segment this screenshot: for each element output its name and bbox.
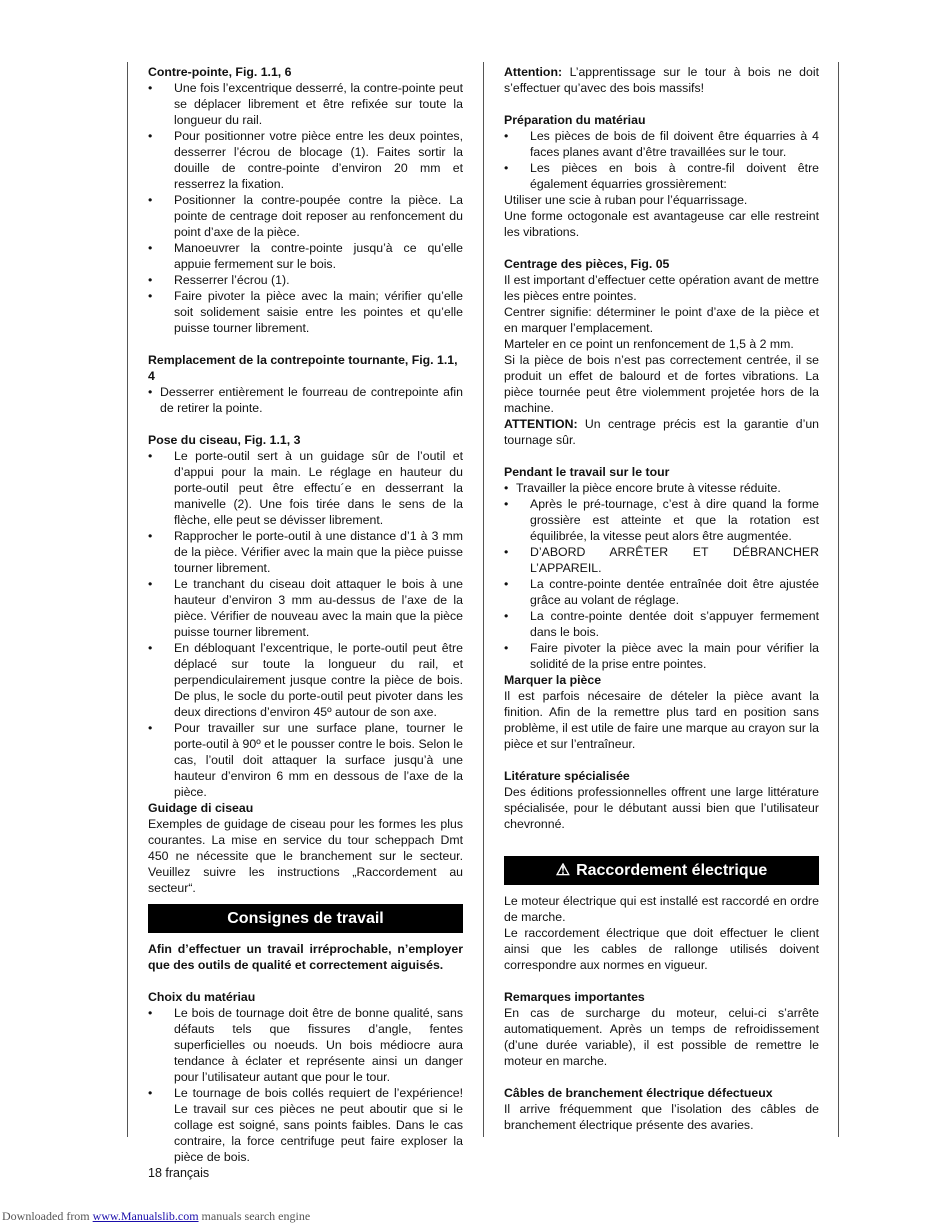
preparation-text-1: Utiliser une scie à ruban pour l’équarrissage. <box>504 193 748 207</box>
download-prefix: Downloaded from <box>2 1209 93 1223</box>
heading-choix-materiau: Choix du matériau <box>148 990 256 1004</box>
list-item: • Les pièces en bois à contre-fil doivent être également équarries grossièrement: <box>504 160 819 192</box>
centrage-text-1: Il est important d’effectuer cette opération avant de mettre les pièces entre pointes. <box>504 273 819 303</box>
heading-remarques: Remarques importantes <box>504 990 645 1004</box>
list-item: • La contre-pointe dentée entraînée doit être ajustée grâce au volant de réglage. <box>504 576 819 608</box>
attention-label: Attention: <box>504 65 563 79</box>
heading-pose-ciseau: Pose du ciseau, Fig. 1.1, 3 <box>148 433 301 447</box>
banner-raccordement-label: Raccordement électrique <box>576 862 768 879</box>
attention-text: L’apprentissage sur le tour à bois ne doit s’effectuer qu’avec des bois massifs! <box>504 65 819 95</box>
list-item: • Le bois de tournage doit être de bonne qualité, sans défauts tels que fissures d’angle, fentes superficielles ou noeuds. Un bois médiocre aura tendance à éclater et représente ainsi un danger pour l’utilisateur autant que pour le tour. <box>148 1005 463 1085</box>
pendant-travail-list <box>504 496 819 672</box>
list-item: • Positionner la contre-poupée contre la pièce. La pointe de centrage doit reposer au renfoncement du point d’axe de la pièce. <box>148 192 463 240</box>
marquer-text: Il est parfois nécesaire de dételer la pièce avant la finition. Afin de la remettre plus tard en position sans problème, il est utile de faire une marque au crayon sur la pièce et sur l’entraîneur. <box>504 689 819 751</box>
list-item: • Après le pré-tournage, c’est à dire quand la forme grossière est atteinte et que la rotation est équilibrée, la vitesse peut alors être augmentée. <box>504 496 819 544</box>
column-rule-left <box>127 62 128 1137</box>
list-item: • Le tranchant du ciseau doit attaquer le bois à une hauteur d’environ 3 mm au-dessus de l’axe de la pièce. Vérifier de nouveau avec la main que la pièce puisse tourner librement. <box>148 576 463 640</box>
remarques-text: En cas de surcharge du moteur, celui-ci s’arrête automatiquement. Après un temps de refroidissement (d’une durée variable), il est possible de remettre le moteur en marche. <box>504 1006 819 1068</box>
page-number: 18 français <box>148 1166 210 1180</box>
list-item: • Pour positionner votre pièce entre les deux pointes, desserrer l’écrou de blocage (1). Faites sortir la douille de contre-pointe d’environ 20 mm et resserrez la fixation. <box>148 128 463 192</box>
heading-preparation: Préparation du matériau <box>504 113 646 127</box>
heading-remplacement: Remplacement de la contrepointe tournante, Fig. 1.1, 4 <box>148 353 458 383</box>
centrage-attention-text: Un centrage précis est la garantie d’un tournage sûr. <box>504 417 819 447</box>
banner-raccordement <box>504 856 819 885</box>
left-column <box>148 64 463 1165</box>
banner-consignes: Consignes de travail <box>148 904 463 933</box>
list-item: • Le tournage de bois collés requiert de l’expérience! Le travail sur ces pièces ne peut aboutir que si le collage est soigné, sans points faibles. Dans le cas contraire, la force centrifuge peut faire exploser la pièce de bois. <box>148 1085 463 1165</box>
centrage-text-2: Centrer signifie: déterminer le point d’axe de la pièce et en marquer l’emplacement. <box>504 305 819 335</box>
remplacement-list <box>148 384 463 416</box>
list-item: • Faire pivoter la pièce avec la main; vérifier qu’elle soit solidement saisie entre les pointes et qu’elle puisse tourner librement. <box>148 288 463 336</box>
column-rule-middle <box>483 62 484 1137</box>
heading-cables: Câbles de branchement électrique défectueux <box>504 1086 773 1100</box>
list-item: • Manoeuvrer la contre-pointe jusqu’à ce qu’elle appuie fermement sur le bois. <box>148 240 463 272</box>
centrage-attention-label: ATTENTION: <box>504 417 578 431</box>
heading-contre-pointe: Contre-pointe, Fig. 1.1, 6 <box>148 65 292 79</box>
list-item: • Travailler la pièce encore brute à vitesse réduite. <box>504 480 819 496</box>
list-item: • En débloquant l’excentrique, le porte-outil peut être déplacé sur toute la longueur du rail, et perpendiculairement jusque contre la pièce de bois. De plus, le socle du porte-outil peut pivoter dans les deux directions d’environ 45º autour de son axe. <box>148 640 463 720</box>
centrage-text-4: Si la pièce de bois n’est pas correctement centrée, il se produit un effet de balourd et de fortes vibrations. La pièce tournée peut être violemment projetée hors de la machine. <box>504 353 819 415</box>
centrage-text-3: Marteler en ce point un renfoncement de 1,5 à 2 mm. <box>504 337 794 351</box>
list-item: • Faire pivoter la pièce avec la main pour vérifier la solidité de la prise entre pointes. <box>504 640 819 672</box>
heading-marquer: Marquer la pièce <box>504 673 602 687</box>
pose-ciseau-list <box>148 448 463 800</box>
guidage-text: Exemples de guidage de ciseau pour les formes les plus courantes. La mise en service du tour scheppach Dmt 450 ne nécessite que le branchement sur le secteur. Veuillez suivre les instructions „Raccordement au secteur“. <box>148 817 463 895</box>
warning-icon: ⚠ <box>555 862 571 879</box>
list-item: • D’ABORD ARRÊTER ET DÉBRANCHER L’APPAREIL. <box>504 544 819 576</box>
literature-text: Des éditions professionnelles offrent une large littérature spécialisée, pour le débutant aussi bien que l’utilisateur chevronné. <box>504 785 819 831</box>
preparation-list <box>504 128 819 192</box>
attention-note <box>504 64 819 96</box>
list-item: • La contre-pointe dentée doit s’appuyer fermement dans le bois. <box>504 608 819 640</box>
contre-pointe-list <box>148 80 463 336</box>
download-suffix: manuals search engine <box>198 1209 311 1223</box>
heading-pendant-travail: Pendant le travail sur le tour <box>504 465 670 479</box>
heading-guidage: Guidage di ciseau <box>148 801 254 815</box>
pendant-travail-first <box>504 480 819 496</box>
list-item: • Le porte-outil sert à un guidage sûr de l’outil et d’appui pour la main. Le réglage en hauteur du porte-outil peut être effectu´e en desserrant la manivelle (2). Une fois tirée dans le sens de la flèche, elle peut se dévisser librement. <box>148 448 463 528</box>
download-footer <box>2 1209 310 1224</box>
column-rule-right <box>838 62 839 1137</box>
manualslib-link[interactable]: www.Manualslib.com <box>92 1209 199 1223</box>
list-item: • Desserrer entièrement le fourreau de contrepointe afin de retirer la pointe. <box>148 384 463 416</box>
list-item: • Resserrer l’écrou (1). <box>148 272 463 288</box>
list-item: • Les pièces de bois de fil doivent être équarries à 4 faces planes avant d’être travaillées sur le tour. <box>504 128 819 160</box>
centrage-attention <box>504 416 819 448</box>
cables-text: Il arrive fréquemment que l’isolation des câbles de branchement électrique présente des avaries. <box>504 1102 819 1132</box>
list-item: • Une fois l’excentrique desserré, la contre-pointe peut se déplacer librement et être refixée sur toute la longueur du rail. <box>148 80 463 128</box>
list-item: • Pour travailler sur une surface plane, tourner le porte-outil à 90º et le pousser contre le bois. Selon le cas, l’outil doit attaquer la surface jusqu’à une hauteur d’environ 6 mm en dessous de l’axe de la pièce. <box>148 720 463 800</box>
list-item: • Rapprocher le porte-outil à une distance d’1 à 3 mm de la pièce. Vérifier avec la main que la pièce puisse tourner librement. <box>148 528 463 576</box>
heading-centrage: Centrage des pièces, Fig. 05 <box>504 257 670 271</box>
heading-literature: Litérature spécialisée <box>504 769 630 783</box>
choix-materiau-list <box>148 1005 463 1165</box>
right-column <box>504 64 819 1133</box>
raccordement-text-2: Le raccordement électrique que doit effectuer le client ainsi que les cables de rallonge utilisés doivent correspondre aux normes en vigueur. <box>504 926 819 972</box>
raccordement-text-1: Le moteur électrique qui est installé est raccordé en ordre de marche. <box>504 894 819 924</box>
preparation-text-2: Une forme octogonale est avantageuse car elle restreint les vibrations. <box>504 209 819 239</box>
consignes-intro: Afin d’effectuer un travail irréprochable, n’employer que des outils de qualité et correctement aiguisés. <box>148 942 463 972</box>
